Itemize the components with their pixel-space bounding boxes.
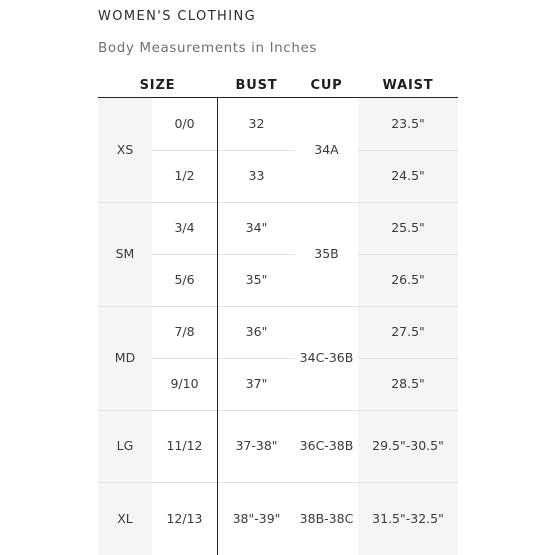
- size-group-label: [98, 410, 152, 482]
- waist-cell: [358, 202, 458, 254]
- cup-cell: [295, 98, 358, 202]
- size-value: 0/0: [174, 116, 195, 131]
- size-group-label: [98, 98, 152, 202]
- waist-value: 24.5": [391, 168, 425, 183]
- size-cell: [152, 358, 217, 410]
- size-cell: [152, 98, 217, 150]
- size-value: 1/2: [174, 168, 195, 183]
- cup-value: 38C: [328, 510, 354, 526]
- bust-value: 36": [245, 324, 268, 339]
- waist-cell: [358, 410, 458, 482]
- cup-value: 38B-: [299, 510, 329, 526]
- cup-cell: [295, 410, 358, 482]
- size-group-label-text: XL: [117, 510, 133, 526]
- size-value: 9/10: [170, 376, 199, 391]
- bust-value: 37-38": [235, 438, 278, 453]
- waist-value: 27.5": [391, 324, 425, 339]
- waist-value: 25.5": [391, 220, 425, 235]
- waist-value: 23.5": [391, 116, 425, 131]
- bust-value: 37": [245, 376, 268, 391]
- size-value: 3/4: [174, 220, 195, 235]
- column-divider: [217, 97, 218, 555]
- bust-cell: [218, 482, 295, 555]
- size-group-label-text: XS: [116, 142, 134, 157]
- size-cell: [152, 150, 217, 202]
- size-cell: [152, 254, 217, 306]
- waist-value: 31.5"-32.5": [372, 510, 444, 526]
- waist-value: 26.5": [391, 272, 425, 287]
- size-group-label: [98, 482, 152, 555]
- size-group-label-text: SM: [115, 246, 135, 261]
- size-group-label-text: MD: [114, 350, 136, 365]
- header-cup: CUP: [310, 78, 343, 93]
- bust-cell: [218, 358, 295, 410]
- bust-value: 35": [245, 272, 268, 287]
- size-value: 5/6: [174, 272, 195, 287]
- size-cell: [152, 410, 217, 482]
- size-cell: [152, 202, 217, 254]
- cup-value: 35B: [314, 246, 339, 261]
- bust-value: 38"-39": [232, 510, 281, 526]
- waist-cell: [358, 98, 458, 150]
- bust-value: 33: [248, 168, 265, 183]
- header-waist: WAIST: [382, 78, 434, 93]
- waist-cell: [358, 306, 458, 358]
- size-value: 11/12: [166, 438, 203, 453]
- bust-value: 34": [245, 220, 268, 235]
- waist-value: 29.5"-30.5": [372, 438, 444, 453]
- cup-value: 34C-: [299, 350, 329, 365]
- cup-value: 34A: [314, 142, 339, 157]
- cup-cell: [295, 482, 358, 555]
- waist-cell: [358, 254, 458, 306]
- bust-cell: [218, 98, 295, 150]
- size-group-label-text: LG: [116, 438, 134, 453]
- cup-cell: [295, 306, 358, 410]
- cup-cell: [295, 202, 358, 306]
- page-subtitle: Body Measurements in Inches: [98, 40, 318, 56]
- size-group-label: [98, 202, 152, 306]
- cup-value: 36B: [328, 350, 354, 365]
- page-title: WOMEN'S CLOTHING: [98, 9, 257, 24]
- bust-cell: [218, 202, 295, 254]
- waist-value: 28.5": [391, 376, 425, 391]
- waist-cell: [358, 150, 458, 202]
- header-bust: BUST: [235, 78, 278, 93]
- bust-cell: [218, 410, 295, 482]
- bust-cell: [218, 150, 295, 202]
- header-rule: [98, 97, 458, 98]
- cup-value: 38B: [328, 438, 354, 453]
- bust-value: 32: [248, 116, 265, 131]
- waist-cell: [358, 482, 458, 555]
- size-cell: [152, 482, 217, 555]
- bust-cell: [218, 306, 295, 358]
- size-value: 7/8: [174, 324, 195, 339]
- size-cell: [152, 306, 217, 358]
- size-value: 12/13: [166, 510, 203, 526]
- waist-cell: [358, 358, 458, 410]
- size-group-label: [98, 306, 152, 410]
- cup-value: 36C-: [299, 438, 329, 453]
- bust-cell: [218, 254, 295, 306]
- header-size: SIZE: [139, 78, 176, 93]
